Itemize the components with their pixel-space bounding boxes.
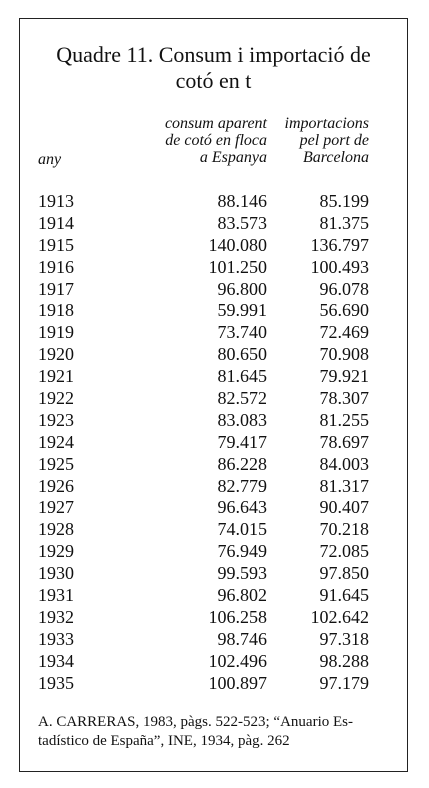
- table-row: [20, 497, 407, 519]
- table-row: [20, 235, 407, 257]
- table-row: [20, 629, 407, 651]
- cell-year: 1923: [38, 409, 74, 430]
- header-importacions: [285, 115, 369, 166]
- cell-consum: 59.991: [217, 300, 267, 321]
- cell-year: 1931: [38, 585, 74, 606]
- cell-consum: 96.802: [217, 585, 267, 606]
- table-row: [20, 673, 407, 695]
- cell-consum: 106.258: [208, 606, 267, 627]
- table-row: [20, 432, 407, 454]
- cell-consum: 83.083: [217, 409, 267, 430]
- cell-consum: 101.250: [208, 256, 267, 277]
- cell-year: 1930: [38, 563, 74, 584]
- header-consum-line: de cotó en floca: [165, 132, 267, 149]
- table-row: [20, 279, 407, 301]
- cell-importacions: 96.078: [319, 278, 369, 299]
- cell-consum: 100.897: [208, 672, 267, 693]
- cell-year: 1913: [38, 191, 74, 211]
- table-row: [20, 563, 407, 585]
- cell-importacions: 78.697: [319, 431, 369, 452]
- table-row: [20, 585, 407, 607]
- table-row: [20, 213, 407, 235]
- cell-consum: 80.650: [217, 344, 267, 365]
- cell-year: 1928: [38, 519, 74, 540]
- cell-consum: 102.496: [208, 650, 267, 671]
- cell-year: 1922: [38, 388, 74, 409]
- title-line-1: Quadre 11. Consum i importació de: [56, 42, 371, 67]
- cell-year: 1933: [38, 628, 74, 649]
- cell-importacions: 81.375: [319, 212, 369, 233]
- cell-year: 1926: [38, 475, 74, 496]
- cell-importacions: 91.645: [319, 585, 369, 606]
- cell-consum: 99.593: [217, 563, 267, 584]
- cell-importacions: 79.921: [319, 366, 369, 387]
- cell-consum: 81.645: [217, 366, 267, 387]
- header-consum-line: consum aparent: [164, 115, 267, 132]
- cell-consum: 98.746: [217, 628, 267, 649]
- cell-year: 1916: [38, 256, 74, 277]
- header-consum: [165, 115, 267, 166]
- cell-importacions: 97.318: [319, 628, 369, 649]
- cell-importacions: 72.085: [319, 541, 369, 562]
- source-line-1: A. CARRERAS, 1983, pàgs. 522-523; “Anuario Es-: [38, 714, 353, 730]
- cell-importacions: 97.179: [319, 672, 369, 693]
- table-row: [20, 344, 407, 366]
- table-row: [20, 322, 407, 344]
- cell-year: 1920: [38, 344, 74, 365]
- header-importacions-line: Barcelona: [302, 149, 369, 166]
- source-note: [38, 713, 393, 751]
- cell-importacions: 78.307: [319, 388, 369, 409]
- cell-year: 1934: [38, 650, 74, 671]
- table-row: [20, 476, 407, 498]
- cell-year: 1919: [38, 322, 74, 343]
- cell-consum: 76.949: [217, 541, 267, 562]
- header-importacions-line: importacions: [284, 115, 369, 132]
- header-consum-line: a Espanya: [199, 149, 267, 166]
- cell-year: 1921: [38, 366, 74, 387]
- cell-importacions: 98.288: [319, 650, 369, 671]
- table-row: [20, 388, 407, 410]
- cell-year: 1914: [38, 212, 74, 233]
- cell-consum: 74.015: [217, 519, 267, 540]
- table-row: [20, 410, 407, 432]
- cell-consum: 88.146: [217, 191, 267, 211]
- table-row: [20, 257, 407, 279]
- cell-importacions: 72.469: [319, 322, 369, 343]
- table-row: [20, 651, 407, 673]
- cell-consum: 83.573: [217, 212, 267, 233]
- cell-year: 1925: [38, 453, 74, 474]
- cell-consum: 82.572: [217, 388, 267, 409]
- cell-year: 1935: [38, 672, 74, 693]
- cell-importacions: 70.908: [319, 344, 369, 365]
- table-row: [20, 607, 407, 629]
- cell-year: 1917: [38, 278, 74, 299]
- cell-importacions: 136.797: [310, 234, 369, 255]
- table-row: [20, 366, 407, 388]
- cell-importacions: 81.255: [319, 409, 369, 430]
- cell-year: 1932: [38, 606, 74, 627]
- cell-importacions: 84.003: [319, 453, 369, 474]
- cell-consum: 79.417: [217, 431, 267, 452]
- cell-year: 1927: [38, 497, 74, 518]
- cell-consum: 140.080: [208, 234, 267, 255]
- cell-consum: 96.643: [217, 497, 267, 518]
- cell-importacions: 102.642: [310, 606, 369, 627]
- cell-consum: 86.228: [217, 453, 267, 474]
- table-row: [20, 191, 407, 213]
- header-importacions-line: pel port de: [299, 132, 369, 149]
- cell-importacions: 100.493: [310, 256, 369, 277]
- cell-consum: 73.740: [217, 322, 267, 343]
- cell-consum: 82.779: [217, 475, 267, 496]
- table-row: [20, 454, 407, 476]
- cell-importacions: 85.199: [319, 191, 369, 211]
- table-frame: [19, 18, 408, 772]
- cell-consum: 96.800: [217, 278, 267, 299]
- cell-year: 1924: [38, 431, 74, 452]
- cell-year: 1929: [38, 541, 74, 562]
- cell-year: 1918: [38, 300, 74, 321]
- table-row: [20, 541, 407, 563]
- cell-importacions: 81.317: [319, 475, 369, 496]
- cell-importacions: 56.690: [319, 300, 369, 321]
- cell-importacions: 97.850: [319, 563, 369, 584]
- cell-year: 1915: [38, 234, 74, 255]
- cell-importacions: 90.407: [319, 497, 369, 518]
- table-row: [20, 519, 407, 541]
- table-title: [20, 42, 407, 94]
- title-line-2: cotó en t: [175, 68, 252, 93]
- header-year: any: [38, 151, 62, 168]
- table-row: [20, 300, 407, 322]
- source-line-2: tadístico de España”, INE, 1934, pàg. 262: [38, 733, 290, 749]
- cell-importacions: 70.218: [319, 519, 369, 540]
- table-body: [20, 191, 407, 694]
